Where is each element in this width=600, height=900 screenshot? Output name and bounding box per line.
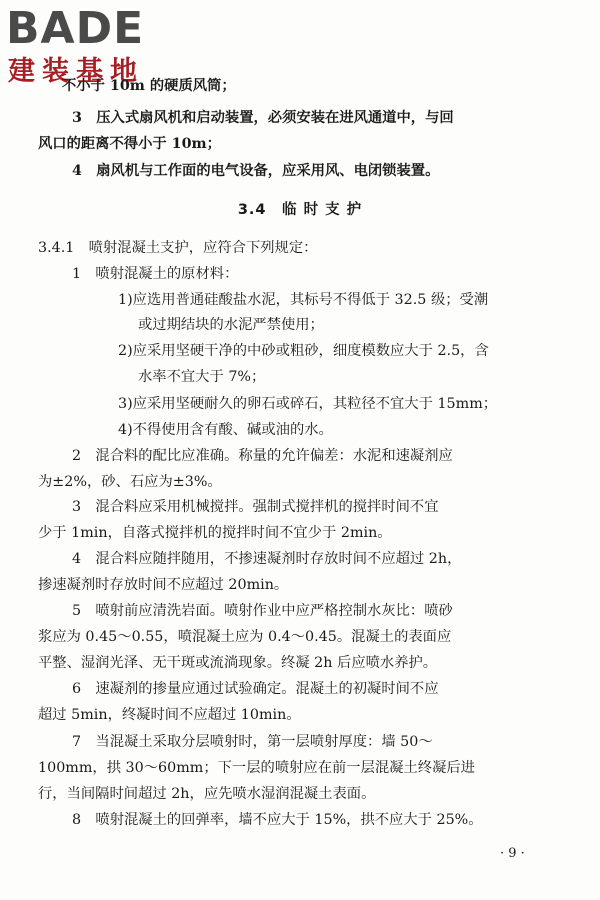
logo-subtitle: 建装基地 <box>8 56 144 87</box>
text-line: 4 混合料应随拌随用，不掺速凝剂时存放时间不应超过 2h， <box>72 551 462 567</box>
text-line: 1)应选用普通硅酸盐水泥，其标号不得低于 32.5 级；受潮 <box>118 292 489 308</box>
text-line: 3 压入式扇风机和启动装置，必须安装在进风通道中，与回 <box>72 110 454 126</box>
text-line: 3 混合料应采用机械搅拌。强制式搅拌机的搅拌时间不宜 <box>72 499 439 515</box>
text-line: 4 扇风机与工作面的电气设备，应采用风、电闭锁装置。 <box>72 163 440 179</box>
text-line: 8 喷射混凝土的回弹率，墙不应大于 15%，拱不应大于 25%。 <box>72 812 483 828</box>
text-line: 掺速凝剂时存放时间不应超过 20min。 <box>38 577 289 593</box>
text-line: 1 喷射混凝土的原材料： <box>72 266 239 282</box>
text-line: 水率不宜大于 7%； <box>138 369 266 385</box>
text-line: 或过期结块的水泥严禁使用； <box>138 317 324 333</box>
text-line: 7 当混凝土采取分层喷射时，第一层喷射厚度：墙 50～ <box>72 734 433 750</box>
text-line: 少于 1min，自落式搅拌机的搅拌时间不宜少于 2min。 <box>38 525 392 541</box>
text-line: 6 速凝剂的掺量应通过试验确定。混凝土的初凝时间不应 <box>72 681 439 697</box>
text-line: 3)应采用坚硬耐久的卵石或碎石，其粒径不宜大于 15mm； <box>118 396 498 412</box>
text-line: 4)不得使用含有酸、碱或油的水。 <box>118 422 333 438</box>
text-line: 平整、湿润光泽、无干斑或流淌现象。终凝 2h 后应喷水养护。 <box>38 655 438 671</box>
text-line: 3.4.1 喷射混凝土支护，应符合下列规定： <box>38 240 318 256</box>
text-line: 2 混合料的配比应准确。称量的允许偏差：水泥和速凝剂应 <box>72 448 453 464</box>
text-line: 行，当间隔时间超过 2h，应先喷水湿润混凝土表面。 <box>38 786 376 802</box>
text-line: 浆应为 0.45～0.55，喷混凝土应为 0.4～0.45。混凝土的表面应 <box>38 629 452 645</box>
text-line: 超过 5min，终凝时间不应超过 10min。 <box>38 707 301 723</box>
section-title: 3.4 临 时 支 护 <box>237 202 363 218</box>
text-line: 风口的距离不得小于 10m； <box>38 136 221 152</box>
text-line: 不小于 10m 的硬质风筒； <box>62 78 236 94</box>
text-line: 2)应采用坚硬干净的中砂或粗砂，细度模数应大于 2.5，含 <box>118 343 489 359</box>
text-line: 100mm，拱 30～60mm；下一层的喷射应在前一层混凝土终凝后进 <box>38 760 475 776</box>
logo-wordmark: BADE <box>6 3 145 54</box>
text-line: 5 喷射前应清洗岩面。喷射作业中应严格控制水灰比：喷砂 <box>72 603 453 619</box>
text-line: 为±2%，砂、石应为±3%。 <box>38 474 222 490</box>
page-number: · 9 · <box>500 846 525 861</box>
